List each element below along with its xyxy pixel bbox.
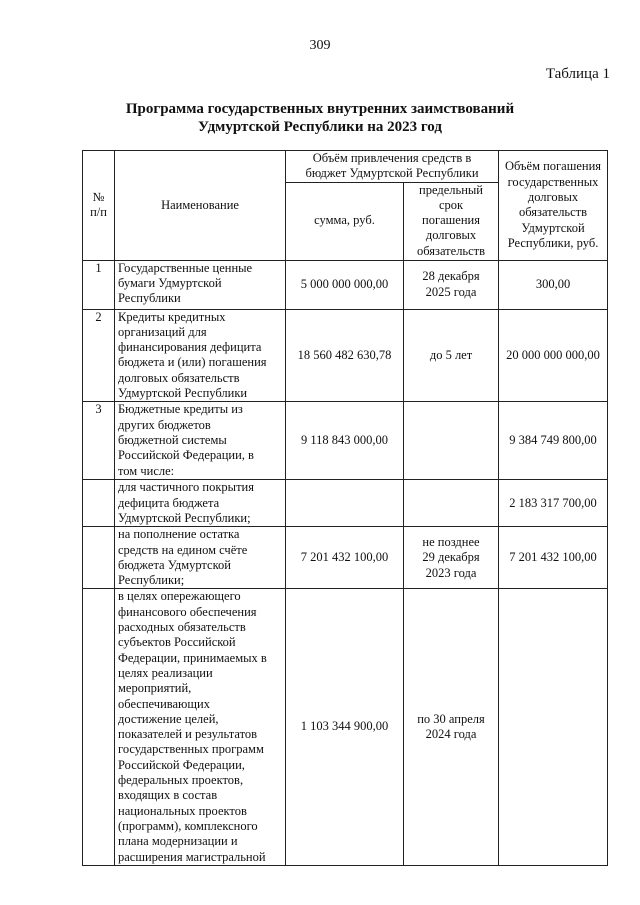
row-repay xyxy=(499,589,608,865)
row-sum: 1 103 344 900,00 xyxy=(286,589,404,865)
document-title xyxy=(0,100,640,136)
row-repay: 20 000 000 000,00 xyxy=(499,309,608,402)
header-repayment: Объём погашения государственных долговых обязательств Удмуртской Республики, руб. xyxy=(499,151,608,261)
table-row xyxy=(83,260,608,309)
row-name: в целях опережающего финансового обеспечения расходных обязательств субъектов Российской Федерации, принимаемых в целях реализации мероприятий, обеспечивающих достижение целей, показателей и результатов государственных программ Российской Федерации, федеральных проектов, входящих в состав национальных проектов (программ), комплексного плана модернизации и расширения магистральной xyxy=(115,589,286,865)
row-repay: 9 384 749 800,00 xyxy=(499,402,608,480)
row-term: до 5 лет xyxy=(404,309,499,402)
row-num: 3 xyxy=(83,402,115,480)
header-num: № п/п xyxy=(83,151,115,261)
row-sum xyxy=(286,480,404,527)
table-label: Таблица 1 xyxy=(545,66,610,82)
title-line-1: Программа государственных внутренних заимствований xyxy=(125,101,515,117)
row-num: 2 xyxy=(83,309,115,402)
title-line-2: Удмуртской Республики на 2023 год xyxy=(198,119,442,135)
row-num: 1 xyxy=(83,260,115,309)
row-name: Бюджетные кредиты из других бюджетов бюджетной системы Российской Федерации, в том числе: xyxy=(115,402,286,480)
row-num xyxy=(83,589,115,865)
page-number: 309 xyxy=(309,38,331,53)
row-name: Кредиты кредитных организаций для финансирования дефицита бюджета и (или) погашения долговых обязательств Удмуртской Республики xyxy=(115,309,286,402)
header-term: предельный срок погашения долговых обязательств xyxy=(404,182,499,260)
row-repay: 7 201 432 100,00 xyxy=(499,527,608,589)
row-name: для частичного покрытия дефицита бюджета Удмуртской Республики; xyxy=(115,480,286,527)
table-row xyxy=(83,480,608,527)
row-name: на пополнение остатка средств на едином счёте бюджета Удмуртской Республики; xyxy=(115,527,286,589)
table-row xyxy=(83,527,608,589)
row-term: не позднее 29 декабря 2023 года xyxy=(404,527,499,589)
borrowing-program-table xyxy=(82,150,608,866)
row-num xyxy=(83,480,115,527)
row-term: 28 декабря 2025 года xyxy=(404,260,499,309)
row-term xyxy=(404,480,499,527)
row-name: Государственные ценные бумаги Удмуртской Республики xyxy=(115,260,286,309)
header-sum: сумма, руб. xyxy=(286,182,404,260)
row-sum: 18 560 482 630,78 xyxy=(286,309,404,402)
header-name: Наименование xyxy=(115,151,286,261)
row-term xyxy=(404,402,499,480)
row-sum: 7 201 432 100,00 xyxy=(286,527,404,589)
table-row xyxy=(83,309,608,402)
table-row xyxy=(83,402,608,480)
row-sum: 9 118 843 000,00 xyxy=(286,402,404,480)
row-term: по 30 апреля 2024 года xyxy=(404,589,499,865)
row-repay: 300,00 xyxy=(499,260,608,309)
row-sum: 5 000 000 000,00 xyxy=(286,260,404,309)
table-row xyxy=(83,589,608,865)
header-attraction: Объём привлечения средств в бюджет Удмуртской Республики xyxy=(286,151,499,183)
row-num xyxy=(83,527,115,589)
row-repay: 2 183 317 700,00 xyxy=(499,480,608,527)
